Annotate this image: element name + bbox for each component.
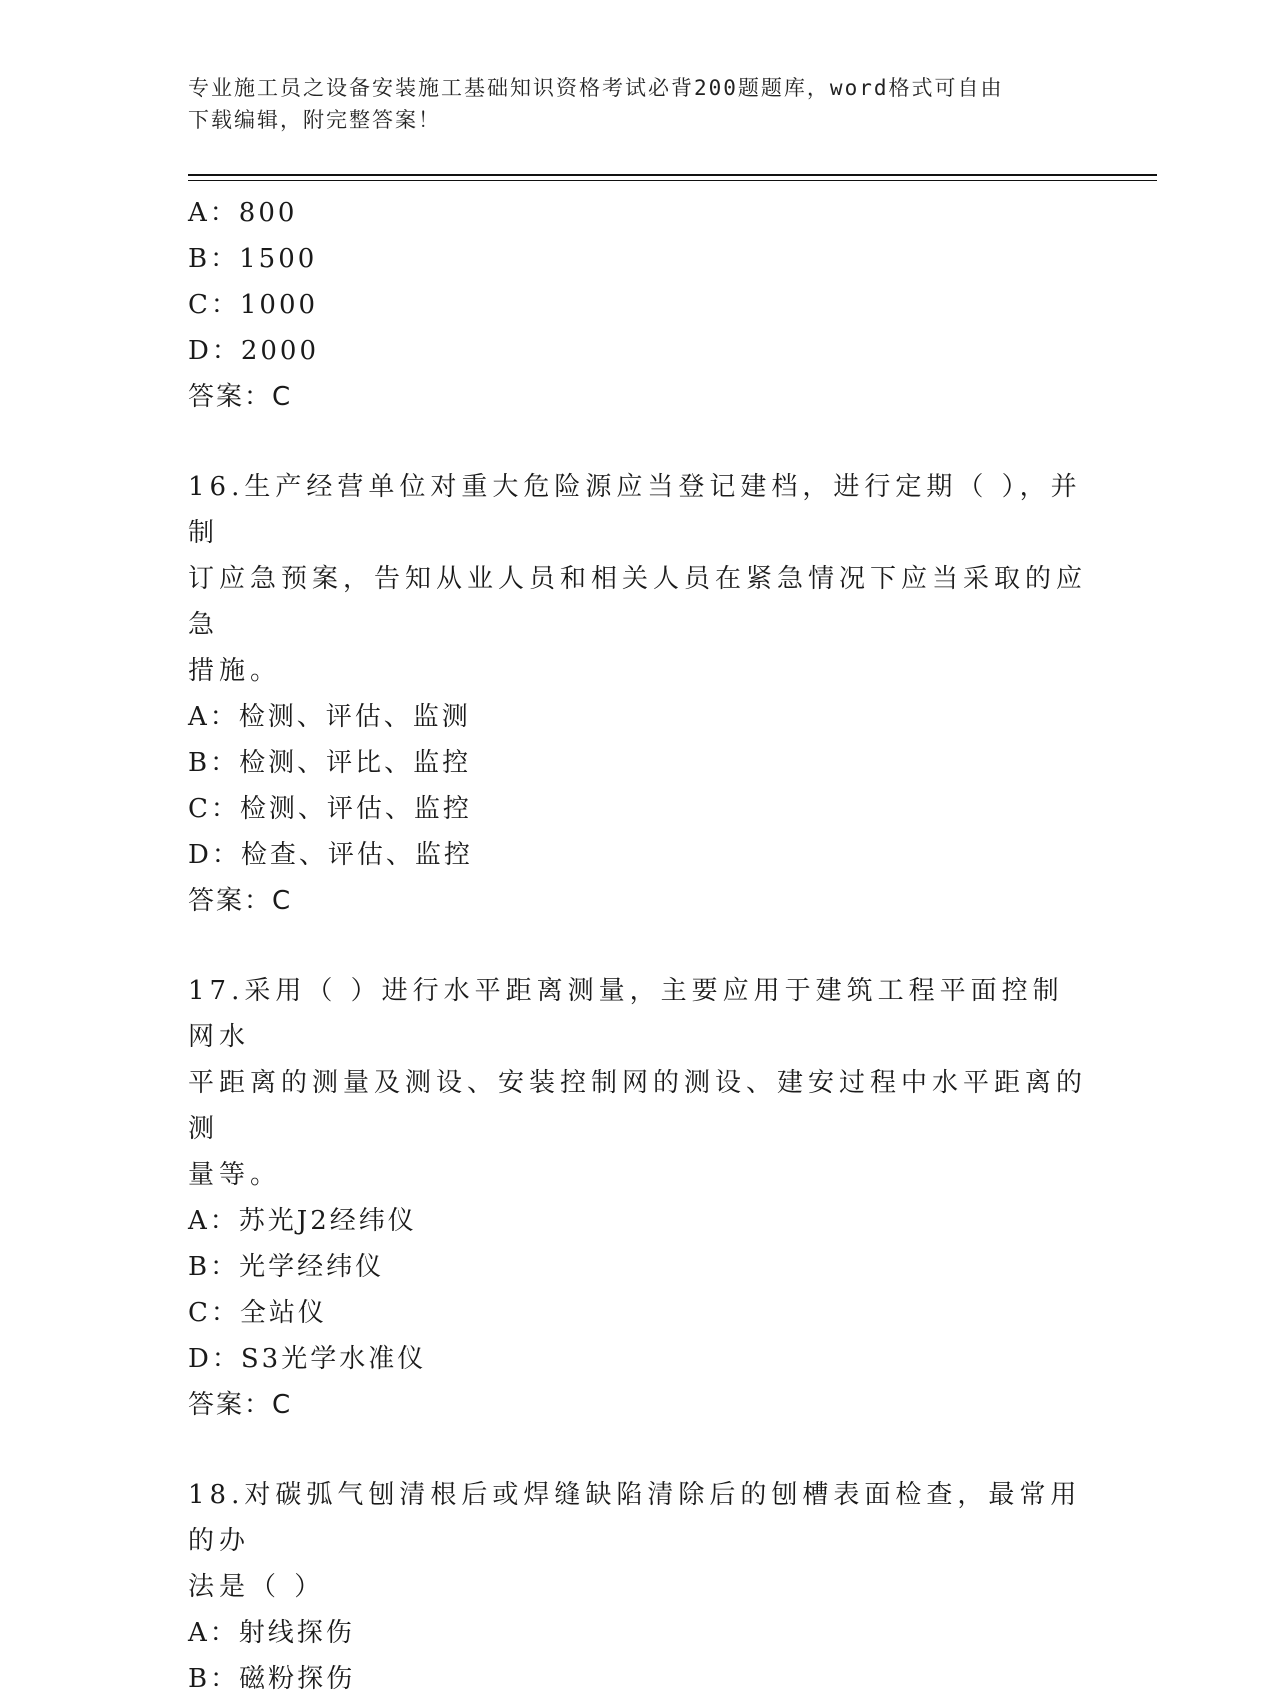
- header-divider-thin: [188, 180, 1157, 181]
- option-b: B：光学经纬仪: [188, 1252, 385, 1282]
- document-header: [188, 72, 1088, 136]
- option-d: D：S3光学水准仪: [188, 1344, 427, 1374]
- answer: 答案：C: [188, 886, 293, 916]
- question-stem-line: 法是（ ）: [188, 1572, 326, 1602]
- option-c: C：全站仪: [188, 1298, 327, 1328]
- question-15: [188, 190, 1088, 420]
- option-b: B：检测、评比、监控: [188, 748, 472, 778]
- question-list: [188, 190, 1088, 1702]
- spacer: [188, 420, 1088, 464]
- option-b: B：磁粉探伤: [188, 1664, 356, 1694]
- question-16: [188, 464, 1088, 924]
- question-stem-line: 平距离的测量及测设、安装控制网的测设、建安过程中水平距离的测: [188, 1068, 1088, 1144]
- question-stem-line: 措施。: [188, 656, 282, 686]
- question-stem-line: 17.采用（ ）进行水平距离测量，主要应用于建筑工程平面控制网水: [188, 976, 1064, 1052]
- header-divider-thick: [188, 174, 1157, 176]
- question-18: [188, 1472, 1088, 1702]
- option-c: C：检测、评估、监控: [188, 794, 472, 824]
- question-17: [188, 968, 1088, 1428]
- spacer: [188, 924, 1088, 968]
- question-stem-line: 量等。: [188, 1160, 282, 1190]
- option-a: A：800: [188, 198, 298, 228]
- option-a: A：检测、评估、监测: [188, 702, 471, 732]
- answer: 答案：C: [188, 382, 293, 412]
- option-c: C：1000: [188, 290, 319, 320]
- option-d: D：2000: [188, 336, 320, 366]
- header-line-1: 专业施工员之设备安装施工基础知识资格考试必背200题题库，word格式可自由: [188, 76, 1004, 100]
- option-a: A：苏光J2经纬仪: [188, 1206, 417, 1236]
- answer: 答案：C: [188, 1390, 293, 1420]
- header-line-2: 下载编辑，附完整答案！: [188, 108, 441, 132]
- question-stem-line: 16.生产经营单位对重大危险源应当登记建档，进行定期（ ），并制: [188, 472, 1082, 548]
- option-d: D：检查、评估、监控: [188, 840, 473, 870]
- option-a: A：射线探伤: [188, 1618, 355, 1648]
- question-stem-line: 订应急预案，告知从业人员和相关人员在紧急情况下应当采取的应急: [188, 564, 1088, 640]
- question-stem-line: 18.对碳弧气刨清根后或焊缝缺陷清除后的刨槽表面检查，最常用的办: [188, 1480, 1082, 1556]
- option-b: B：1500: [188, 244, 318, 274]
- spacer: [188, 1428, 1088, 1472]
